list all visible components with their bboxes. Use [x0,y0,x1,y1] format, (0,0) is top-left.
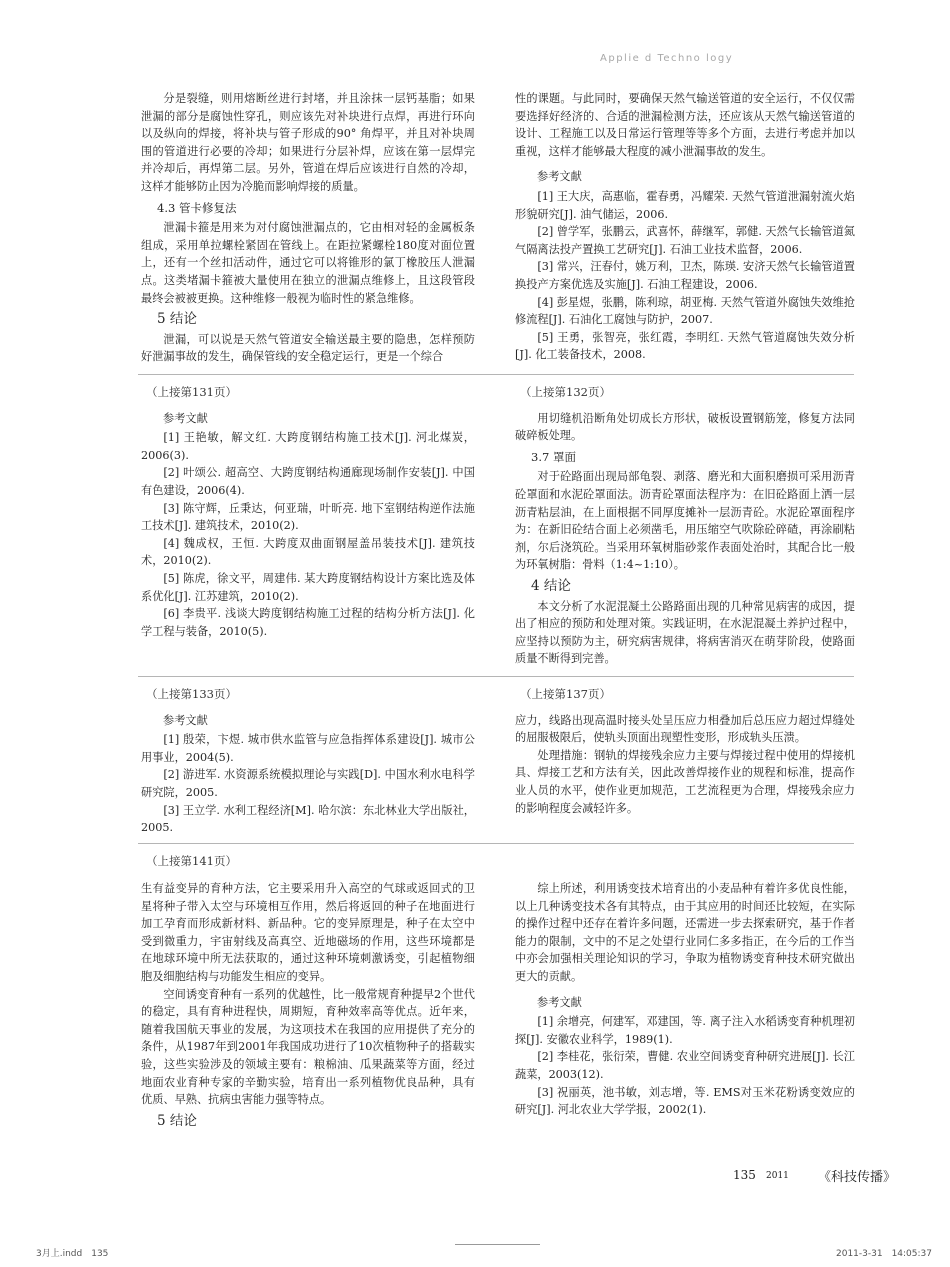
paragraph: 性的课题。与此同时，要确保天然气输送管道的安全运行，不仅仅需要选择好经济的、合适的泄漏检测方法，还应该从天然气输送管道的设计、工程施工以及日常运行管理等等多个方面，去进行考虑并加以重视，这样才能够最大程度的减小泄漏事故的发生。 [515,92,855,158]
reference-item: [6] 李贵平. 浅谈大跨度钢结构施工过程的结构分析方法[J]. 化学工程与装备，2010(5). [141,607,475,638]
paragraph: 生有益变异的育种方法，它主要采用升入高空的气球或返回式的卫星将种子带入太空与环境相互作用，然后将返回的种子在地面进行加工孕育而形成新材料、新品种。它的变异原理是，种子在太空中受到微重力，宇宙射线及高真空、近地磁场的作用，这些环境都是在地球环境中所无法获取的，通过这种环境刺激诱变，引起植物细胞及细胞结构与功能发生相应的变异。 [141,882,475,983]
reference-item: [2] 李桂花，张衍荣，曹健. 农业空间诱变育种研究进展[J]. 长江蔬菜，2003(12). [515,1050,855,1081]
reference-item: [4] 魏成权，王恒. 大跨度双曲面钢屋盖吊装技术[J]. 建筑技术，2010(2). [141,536,475,568]
paragraph: 用切缝机沿断角处切成长方形状，破板设置钢筋笼，修复方法同破碎板处理。 [515,411,855,443]
reference-item: [5] 陈虎，徐文平，周建伟. 某大跨度钢结构设计方案比选及体系优化[J]. 江苏建筑，2010(2). [141,571,475,603]
section1-right-column [515,90,855,364]
bottom-rule [455,1244,540,1245]
paragraph: 处理措施：钢轨的焊接残余应力主要与焊接过程中使用的焊接机具、焊接工艺和方法有关，因此改善焊接作业的规程和标准，提高作业人员的水平，使作业更加规范，工艺流程更为合理，焊接残余应力的影响程度会减轻许多。 [515,748,855,815]
section-heading: 4 结论 [531,577,571,594]
print-timestamp: 2011-3-31 14:05:37 [836,1249,932,1259]
section4-continuation-note: （上接第141页） [146,854,237,868]
reference-item: [3] 常兴，汪春付，姚万利，卫杰，陈瑛. 安济天然气长输管道置换投产方案优选及实施[J]. 石油工程建设，2006. [515,260,855,291]
reference-item: [3] 王立学. 水利工程经济[M]. 哈尔滨：东北林业大学出版社，2005. [141,803,475,835]
running-header: Applie d Techno logy [600,53,734,64]
footer-year: 2011 [766,1171,789,1181]
references-heading: 参考文献 [537,995,582,1009]
reference-item: [1] 余增亮，何建军，邓建国，等. 离子注入水稻诱变育种机理初探[J]. 安徽农业科学，1989(1). [515,1015,855,1046]
reference-item: [1] 王大庆，高惠临，霍春勇，冯耀荣. 天然气管道泄漏射流火焰形貌研究[J]. 油气储运，2006. [515,189,855,221]
section3-left-column [141,686,475,837]
section4-right-column [515,880,855,1119]
section-heading: 5 结论 [157,311,197,328]
reference-item: [3] 陈守辉，丘秉达，何亚瑞，叶昕亮. 地下室钢结构逆作法施工技术[J]. 建筑技术，2010(2). [141,501,475,533]
paragraph: 本文分析了水泥混凝土公路路面出现的几种常见病害的成因，提出了相应的预防和处理对策。实践证明，在水泥混凝土养护过程中，应坚持以预防为主，研究病害规律，将病害消灭在萌芽阶段，使路面质量不断得到完善。 [515,599,855,666]
section2-left-column [141,384,475,640]
paragraph: 应力，线路出现高温时接头处呈压应力相叠加后总压应力超过焊缝处的屈服极限后，使轨头顶面出现塑性变形，形成轨头压溃。 [515,713,855,745]
continuation-note: （上接第131页） [146,385,237,399]
continuation-note: （上接第133页） [146,687,237,701]
reference-item: [5] 王勇，张智亮，张红霞，李明红. 天然气管道腐蚀失效分析[J]. 化工装备技术，2008. [515,330,855,362]
page-number: 135 [733,1168,756,1182]
section3-right-column [515,686,855,817]
paragraph: 泄漏，可以说是天然气管道安全输送最主要的隐患，怎样预防好泄漏事故的发生，确保管线的安全稳定运行，更是一个综合 [141,332,475,364]
paragraph: 分是裂缝，则用熔断丝进行封堵，并且涂抹一层钙基脂；如果泄漏的部分是腐蚀性穿孔，则应该先对补块进行点焊，再进行环向以及纵向的焊接，将补块与管子形成的90° 角焊平，并且对补块周围的管道进行必要的冷却；如果进行分层补焊，应该在第一层焊完并冷却后，再焊第二层。另外，管道在焊后应该进行自然的冷却，这样才能够防止因为冷脆而影响焊接的质量。 [141,92,475,193]
journal-name: 《科技传播》 [818,1170,897,1185]
divider-3 [138,843,854,844]
reference-item: [1] 殷荣，卞煜. 城市供水监管与应急指挥体系建设[J]. 城市公用事业，2004(5). [141,733,475,764]
reference-item: [2] 游进军. 水资源系统模拟理论与实践[D]. 中国水利水电科学研究院，2005. [141,768,475,799]
divider-1 [138,374,854,375]
subheading: 4.3 管卡修复法 [157,200,237,215]
section2-right-column [515,384,855,668]
reference-item: [2] 曾学军，张鹏云，武喜怀，薛继军，郭健. 天然气长输管道氮气隔离法投产置换工艺研究[J]. 石油工业技术监督，2006. [515,225,855,256]
reference-item: [3] 祝丽英，池书敏，刘志增，等. EMS对玉米花粉诱变效应的研究[J]. 河北农业大学学报，2002(1). [515,1085,855,1117]
paragraph: 综上所述，利用诱变技术培育出的小麦品种有着许多优良性能，以上几种诱变技术各有其特点，由于其应用的时间还比较短，在实际的操作过程中还存在着许多问题，还需进一步去探索研究，基于作者能力的限制，文中的不足之处望行业同仁多多指正，在今后的工作当中亦会加强相关理论知识的学习，争取为植物诱变育种技术研究做出更大的贡献。 [515,882,855,983]
reference-item: [2] 叶颂公. 超高空、大跨度钢结构通廊现场制作安装[J]. 中国有色建设，2006(4). [141,466,475,497]
references-heading: 参考文献 [163,713,208,727]
reference-item: [4] 彭星煜，张鹏，陈利琼，胡亚梅. 天然气管道外腐蚀失效维抢修流程[J]. 石油化工腐蚀与防护，2007. [515,295,855,327]
subheading: 3.7 罩面 [531,449,576,464]
references-heading: 参考文献 [163,411,208,425]
references-heading: 参考文献 [537,170,582,184]
paragraph: 泄漏卡箍是用来为对付腐蚀泄漏点的，它由相对轻的金属板条组成，采用单拉螺栓紧固在管线上。在距拉紧螺栓180度对面位置上，还有一个丝扣活动件，通过它可以将锥形的氯丁橡胶压人泄漏点。这类堵漏卡箍被大量使用在独立的泄漏点维修上，且这段管段最终会被被更换。这种维修一般视为临时性的紧急维修。 [141,221,475,305]
divider-2 [138,676,854,677]
continuation-note: （上接第137页） [520,687,611,701]
continuation-note: （上接第132页） [520,385,611,399]
section1-left-column [141,90,475,366]
section4-left-column [141,880,475,1132]
reference-item: [1] 王艳敏，解文红. 大跨度钢结构施工技术[J]. 河北煤炭，2006(3). [141,431,475,462]
print-file-name: 3月上.indd 135 [36,1249,109,1259]
paragraph: 对于砼路面出现局部龟裂、剥落、磨光和大面积磨损可采用沥青砼罩面和水泥砼罩面法。沥青砼罩面法程序为：在旧砼路面上洒一层沥青粘层油，在上面根据不同厚度摊补一层沥青砼。水泥砼罩面程序为：在新旧砼结合面上必须凿毛，用压缩空气吹除砼碎碴，再涂刷粘剂，尔后浇筑砼。当采用环氧树脂砂浆作表面处治时，其配合比一般为环氧树脂：骨料（1:4~1:10）。 [515,470,855,572]
section-heading: 5 结论 [157,1112,197,1129]
paragraph: 空间诱变育种有一系列的优越性，比一般常规育种提早2个世代的稳定，具有育种进程快，周期短，育种效率高等优点。近年来，随着我国航天事业的发展，为这项技术在我国的应用提供了充分的条件，从1987年到2001年我国成功进行了10次植物种子的搭载实验，这些实验涉及的领域主要有：粮棉油、瓜果蔬菜等方面，经过地面农业育种专家的辛勤实验，培育出一系列植物优良品种，具有优质、早熟、抗病虫害能力强等特点。 [141,987,475,1107]
